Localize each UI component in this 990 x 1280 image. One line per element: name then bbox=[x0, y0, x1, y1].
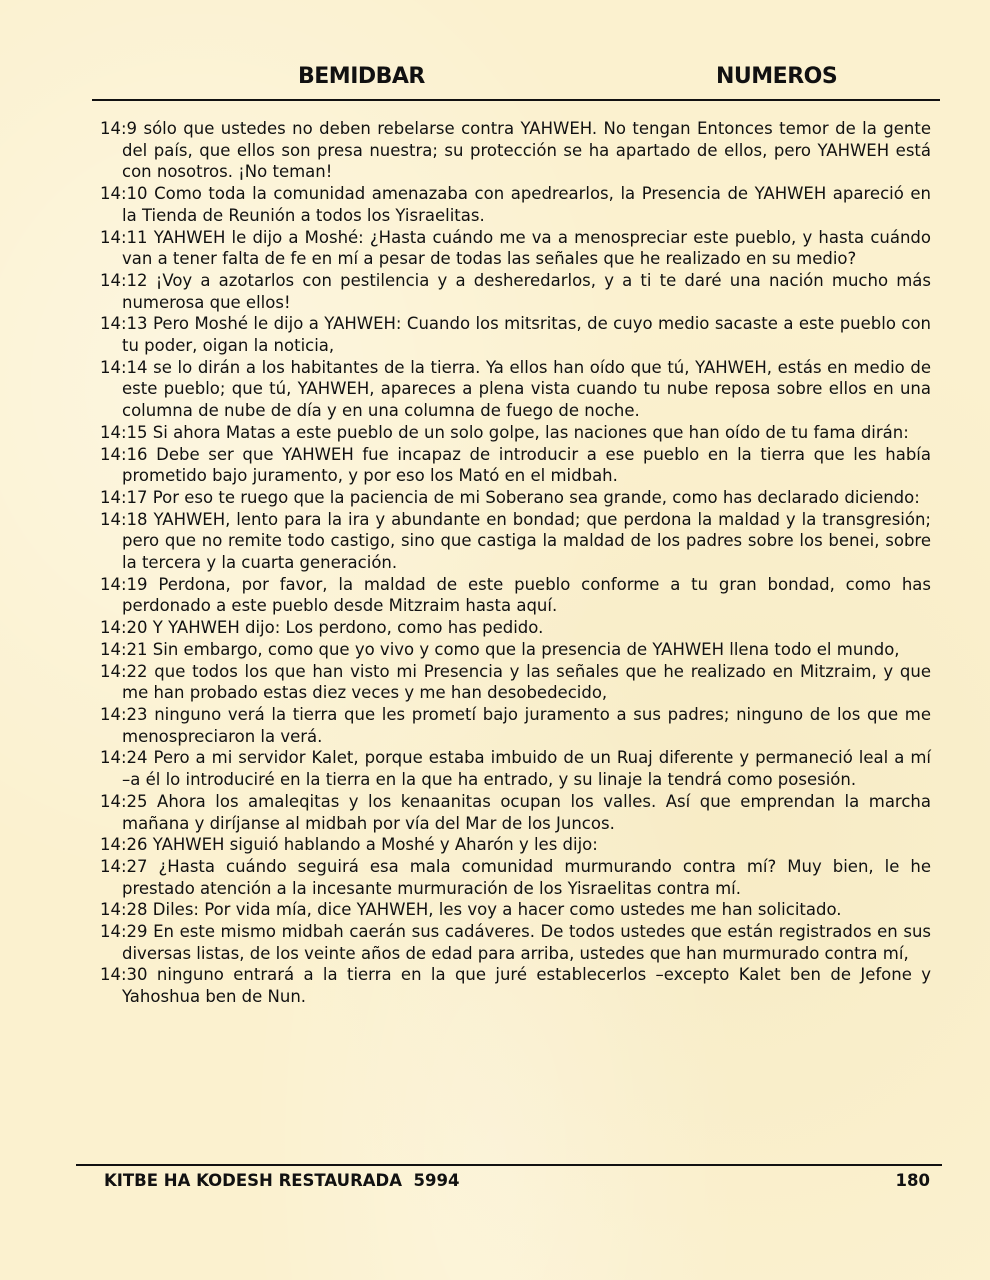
verse: 14:30 ninguno entrará a la tierra en la que juré establecerlos –excepto Kalet ben de Jefone y Yahoshua ben de Nun. bbox=[100, 965, 931, 1007]
verse: 14:19 Perdona, por favor, la maldad de este pueblo conforme a tu gran bondad, como has perdonado a este pueblo desde Mitzraim hasta aquí. bbox=[100, 574, 931, 616]
verse: 14:14 se lo dirán a los habitantes de la tierra. Ya ellos han oído que tú, YAHWEH, estás en medio de este pueblo; que tú, YAHWEH, apareces a plena vista cuando tu nube reposa sobre ellos en una columna de nube de día y en una columna de fuego de noche. bbox=[100, 357, 931, 421]
verse: 14:26 YAHWEH siguió hablando a Moshé y Aharón y les dijo: bbox=[100, 835, 598, 855]
verse: 14:25 Ahora los amaleqitas y los kenaanitas ocupan los valles. Así que emprendan la marcha mañana y diríjanse al midbah por vía del Mar de los Juncos. bbox=[100, 791, 931, 833]
verse: 14:9 sólo que ustedes no deben rebelarse contra YAHWEH. No tengan Entonces temor de la gente del país, que ellos son presa nuestra; su protección se ha apartado de ellos, pero YAHWEH está con nosotros. ¡No teman! bbox=[100, 119, 931, 182]
footer-divider bbox=[76, 1164, 942, 1166]
verse: 14:13 Pero Moshé le dijo a YAHWEH: Cuando los mitsritas, de cuyo medio sacaste a este pueblo con tu poder, oigan la noticia, bbox=[100, 314, 931, 356]
book-title-hebrew: BEMIDBAR bbox=[298, 64, 425, 89]
footer-title: KITBE HA KODESH RESTAURADA 5994 bbox=[104, 1171, 460, 1190]
verse: 14:20 Y YAHWEH dijo: Los perdono, como has pedido. bbox=[100, 618, 544, 638]
verse: 14:10 Como toda la comunidad amenazaba con apedrearlos, la Presencia de YAHWEH apareció en la Tienda de Reunión a todos los Yisraelitas. bbox=[100, 184, 931, 225]
verse: 14:23 ninguno verá la tierra que les prometí bajo juramento a sus padres; ninguno de los que me menospreciaron la verá. bbox=[100, 704, 931, 746]
verse: 14:24 Pero a mi servidor Kalet, porque estaba imbuido de un Ruaj diferente y permaneció leal a mí –a él lo introduciré en la tierra en la que ha entrado, y su linaje la tendrá como posesión. bbox=[100, 748, 931, 790]
page-header bbox=[92, 64, 940, 92]
verse: 14:22 que todos los que han visto mi Presencia y las señales que he realizado en Mitzraim, y que me han probado estas diez veces y me han desobedecido, bbox=[100, 661, 931, 703]
header-divider bbox=[92, 99, 940, 101]
verse: 14:15 Si ahora Matas a este pueblo de un solo golpe, las naciones que han oído de tu fama dirán: bbox=[100, 422, 909, 442]
verse: 14:17 Por eso te ruego que la paciencia de mi Soberano sea grande, como has declarado diciendo: bbox=[100, 487, 920, 507]
book-title-spanish: NUMEROS bbox=[716, 64, 838, 89]
verse: 14:11 YAHWEH le dijo a Moshé: ¿Hasta cuándo me va a menospreciar este pueblo, y hasta cuándo van a tener falta de fe en mí a pesar de todas las señales que he realizado en su medio? bbox=[100, 227, 931, 269]
verse: 14:27 ¿Hasta cuándo seguirá esa mala comunidad murmurando contra mí? Muy bien, le he prestado atención a la incesante murmuración de los Yisraelitas contra mí. bbox=[100, 856, 931, 898]
verse: 14:21 Sin embargo, como que yo vivo y como que la presencia de YAHWEH llena todo el mundo, bbox=[100, 639, 900, 659]
verse: 14:12 ¡Voy a azotarlos con pestilencia y a desheredarlos, y a ti te daré una nación mucho más numerosa que ellos! bbox=[100, 270, 931, 312]
verse: 14:18 YAHWEH, lento para la ira y abundante en bondad; que perdona la maldad y la transgresión; pero que no remite todo castigo, sino que castiga la maldad de los padres sobre los benei, sobre la tercera y la cuarta generación. bbox=[100, 509, 931, 573]
verse: 14:29 En este mismo midbah caerán sus cadáveres. De todos ustedes que están registrados en sus diversas listas, de los veinte años de edad para arriba, ustedes que han murmurado contra mí, bbox=[100, 922, 931, 963]
verse-list bbox=[100, 118, 931, 1008]
verse: 14:16 Debe ser que YAHWEH fue incapaz de introducir a ese pueblo en la tierra que les había prometido bajo juramento, y por eso los Mató en el midbah. bbox=[100, 444, 931, 486]
page-number: 180 bbox=[895, 1171, 930, 1190]
verse: 14:28 Diles: Por vida mía, dice YAHWEH, les voy a hacer como ustedes me han solicitado. bbox=[100, 900, 842, 920]
